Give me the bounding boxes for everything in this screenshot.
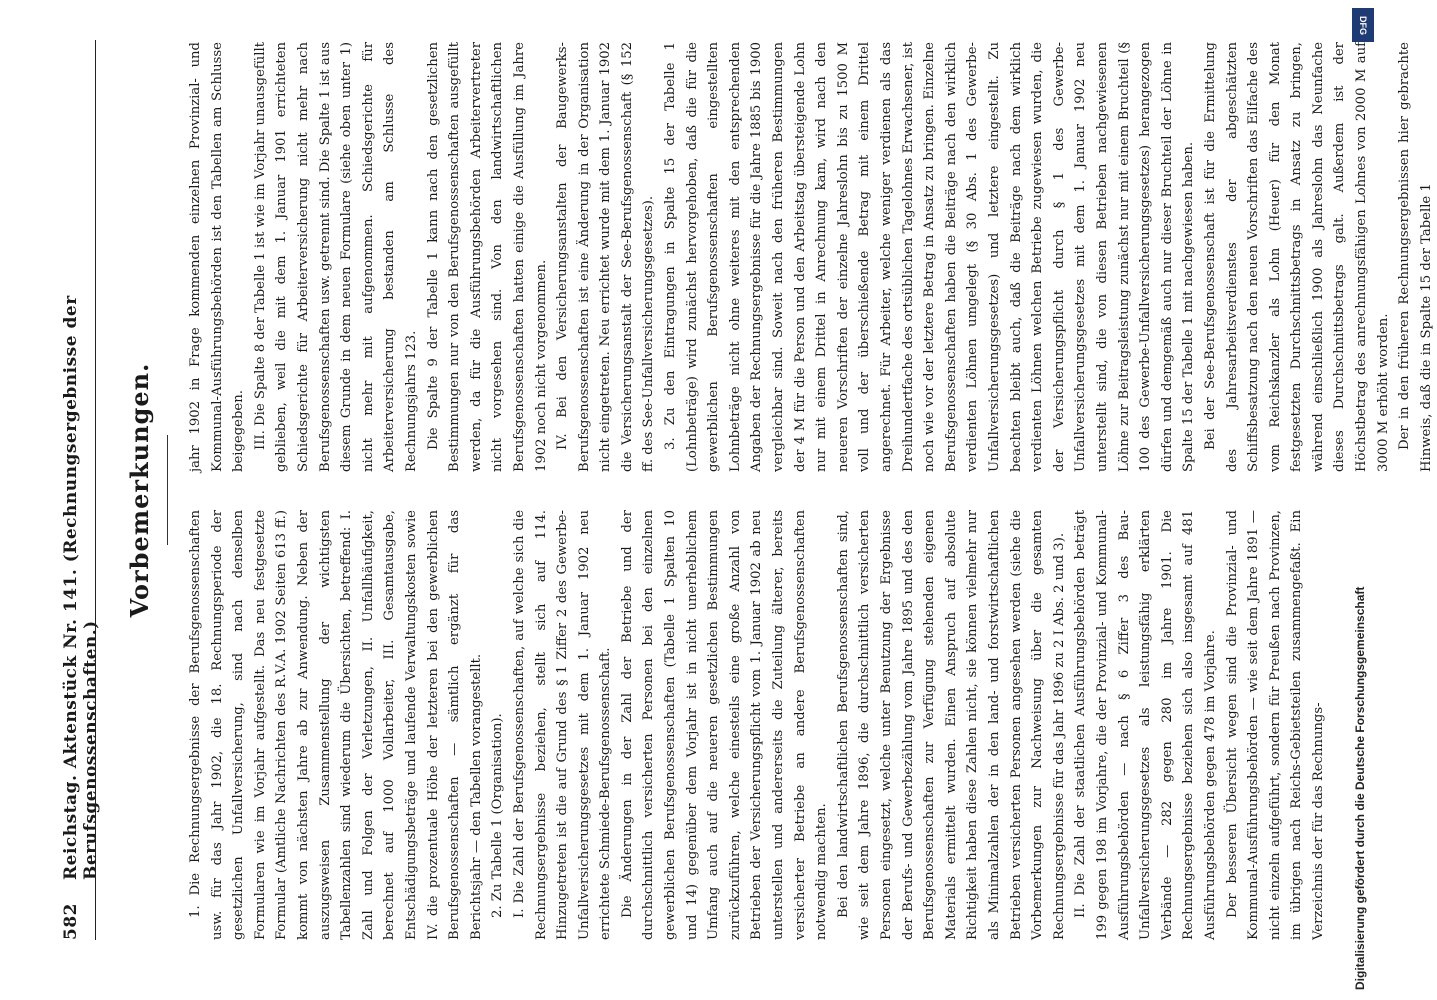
header-rule [95,40,96,940]
running-header [55,40,101,940]
digitization-note [1345,10,1375,990]
paragraph: III. Die Spalte 8 der Tabelle 1 ist wie im Vorjahr unausgefüllt geblieben, weil die mit dem 1. Januar 1901 errichteten Schiedsgerichte für Arbeiterversicherung nicht mehr nach Berufsgenossenschaften usw. getrennt sind. Die Spalte 1 ist aus diesem Grunde in dem neuen Formulare (siehe oben unter 1) nicht mehr mit aufgenommen. Schiedsgerichte für Arbeiterversicherung bestanden am Schlusse des Rechnungsjahrs 123. [252,42,419,472]
dfg-logo: DFG [1352,8,1374,42]
left-column [185,510,1329,940]
paragraph: Die Änderungen in der Zahl der Betriebe und der durchschnittlich versicherten Personen bei den einzelnen gewerblichen Berufsgenossenschaften (Tabelle 1 Spalten 10 und 14) gegenüber dem Vorjahr ist in nicht unerheblichem Umfang auch auf die neueren gesetzlichen Bestimmungen zurückzuführen, welche einesteils eine große Anzahl von Betrieben der Versicherungspflicht vom 1. Januar 1902 ab neu unterstellen und andererseits die Zuteilung älterer, bereits versicherter Betriebe an andere Berufsgenossenschaften notwendig machten. [619,510,830,940]
right-column [185,42,1437,472]
paragraph: IV. Bei den Versicherungsanstalten der Baugewerks-Berufsgenossenschaften ist eine Änderung in der Organisation nicht eingetreten. Neu errichtet wurde mit dem 1. Januar 1902 die Versicherungsanstalt der See-Berufsgenossenschaft (§ 152 ff. des See-Unfallversicherungsgesetzes). [555,42,657,472]
paragraph: jahr 1902 in Frage kommenden einzelnen Provinzial- und Kommunal-Ausführungsbehörden ist den Tabellen am Schlusse beigegeben. [188,42,247,472]
paragraph: Die Spalte 9 der Tabelle 1 kann nach den gesetzlichen Bestimmungen nur von den Berufsgenossenschaften ausgefüllt werden, da für die Ausführungsbehörden Arbeitervertreter nicht vorgesehen sind. Von den landwirtschaftlichen Berufsgenossenschaften hatten einige die Ausfüllung im Jahre 1902 noch nicht vorgenommen. [425,42,549,472]
paragraph: Der besseren Übersicht wegen sind die Provinzial- und Kommunal-Ausführungsbehörden — wie seit dem Jahre 1891 — nicht einzeln aufgeführt, sondern für Preußen nach Provinzen, im übrigen nach Reichs-Gebietsteilen zusammengefaßt. Ein Verzeichnis der für das Rechnungs- [1224,510,1326,940]
title-rule [167,435,168,545]
paragraph: 1. Die Rechnungsergebnisse der Berufsgenossenschaften usw. für das Jahr 1902, die 18. Rechnungsperiode der gesetzlichen Unfallversicherung, sind nach denselben Formularen wie im Vorjahr aufgestellt. Das neu festgesetzte Formular (Amtliche Nachrichten des R.V.A. 1902 Seiten 613 ff.) kommt von nächsten Jahre ab zur Anwendung. Neben der auszugsweisen Zusammenstellung der wichtigsten Tabellenzahlen sind wiederum die Übersichten, betreffend: I. Zahl und Folgen der Verletzungen, II. Unfallhäufigkeit, berechnet auf 1000 Vollarbeiter, III. Gesamtausgabe, Entschädigungsbeträge und laufende Verwaltungskosten sowie IV. die prozentuale Höhe der letzteren bei den gewerblichen Berufsgenossenschaften — sämtlich ergänzt für das Berichtsjahr — den Tabellen vorangestellt. [188,510,484,940]
running-head: Reichstag. Aktenstück Nr. 141. (Rechnungsergebnisse der Berufsgenossenschaften.) [61,295,101,880]
paragraph: 2. Zu Tabelle 1 (Organisation). [490,713,506,918]
paragraph: II. Die Zahl der staatlichen Ausführungsbehörden beträgt 199 gegen 198 im Vorjahre, die der Provinzial- und Kommunal-Ausführungsbehörden — nach § 6 Ziffer 3 des Bau-Unfallversicherungsgesetzes als leistungsfähig erklärten Verbände — 282 gegen 280 im Jahre 1901. Die Rechnungsergebnisse beziehen sich also insgesamt auf 481 Ausführungsbehörden gegen 478 im Vorjahre. [1073,510,1218,940]
digitization-note-text: Digitalisierung gefördert durch die Deutsche Forschungsgemeinschaft [1353,586,1367,990]
paragraph: 3. Zu den Eintragungen in Spalte 15 der Tabelle 1 (Lohnbeträge) wird zunächst hervorgehoben, daß die für die gewerblichen Berufsgenossenschaften eingestellten Lohnbeträge nicht ohne weiteres mit den entsprechenden Angaben der Rechnungsergebnisse für die Jahre 1885 bis 1900 vergleichbar sind. Soweit nach den früheren Bestimmungen der 4 M für die Person und den Arbeitstag übersteigende Lohn nur mit einem Drittel in Anrechnung kam, wird nach den neueren Vorschriften der einzelne Jahreslohn bis zu 1500 M voll und der überschießende Betrag mit einem Drittel angerechnet. Für Arbeiter, welche weniger verdienen als das Dreihundertfache des ortsüblichen Tagelohnes Erwachsener, ist noch wie vor der letztere Betrag in Ansatz zu bringen. Einzelne Berufsgenossenschaften haben die Beiträge nach den wirklich verdienten Löhnen umgelegt (§ 30 Abs. 1 des Gewerbe-Unfallversicherungsgesetzes) und letztere eingestellt. Zu beachten bleibt auch, daß die Beiträge nach dem wirklich verdienten Löhnen welchen Betriebe zugewiesen wurden, die der Versicherungspflicht durch § 1 des Gewerbe-Unfallversicherungsgesetzes mit dem 1. Januar 1902 neu unterstellt sind, die von diesen Betrieben nachgewiesenen Löhne zur Beitragsleistung zunächst nur mit einem Bruchteil (§ 100 des Gewerbe-Unfallversicherungsgesetzes) herangezogen dürfen und demgemäß auch nur dieser Bruchteil der Löhne in Spalte 15 der Tabelle 1 mit nachgewiesen haben. [663,42,1197,472]
paragraph: I. Die Zahl der Berufsgenossenschaften, auf welche sich die Rechnungsergebnisse beziehen, stellt sich auf 114. Hinzugetreten ist die auf Grund des § 1 Ziffer 2 des Gewerbe-Unfallversicherungsgesetzes mit dem 1. Januar 1902 neu errichtete Schmiede-Berufsgenossenschaft. [511,510,614,940]
paragraph: Bei den landwirtschaftlichen Berufsgenossenschaften sind, wie seit dem Jahre 1896, die durchschnittlich versicherten Personen eingesetzt, welche unter Benutzung der Ergebnisse der Berufs- und Gewerbezählung vom Jahre 1895 und des den Berufsgenossenschaften zur Verfügung stehenden eigenen Materials ermittelt wurden. Einen Anspruch auf absolute Richtigkeit haben diese Zahlen nicht, sie können vielmehr nur als Minimalzahlen der in den land- und forstwirtschaftlichen Betrieben versicherten Personen angesehen werden (siehe die Vorbemerkungen zur Nachweisung über die gesamten Rechnungsergebnisse für das Jahr 1896 zu 2 I Abs. 2 und 3). [835,510,1067,940]
paragraph: Der in den früheren Rechnungsergebnissen hier gebrachte Hinweis, daß die in Spalte 15 der Tabelle 1 [1397,42,1434,472]
page-number: 582 [61,903,81,940]
section-title: Vorbemerkungen. [125,362,154,618]
paragraph: Bei der See-Berufsgenossenschaft ist für die Ermittelung des Jahresarbeitsverdienstes der abgeschätzten Schiffsbesatzung nach den neuen Vorschriften das Eilfache des vom Reichskanzler als Lohn (Heuer) für den Monat festgesetzten Durchschnittsbetrags in Ansatz zu bringen, während einschließlich 1900 als Jahreslohn das Neunfache dieses Durchschnittsbetrags galt. Außerdem ist der Höchstbetrag des anrechnungsfähigen Lohnes von 2000 M auf 3000 M erhöht worden. [1202,42,1391,472]
